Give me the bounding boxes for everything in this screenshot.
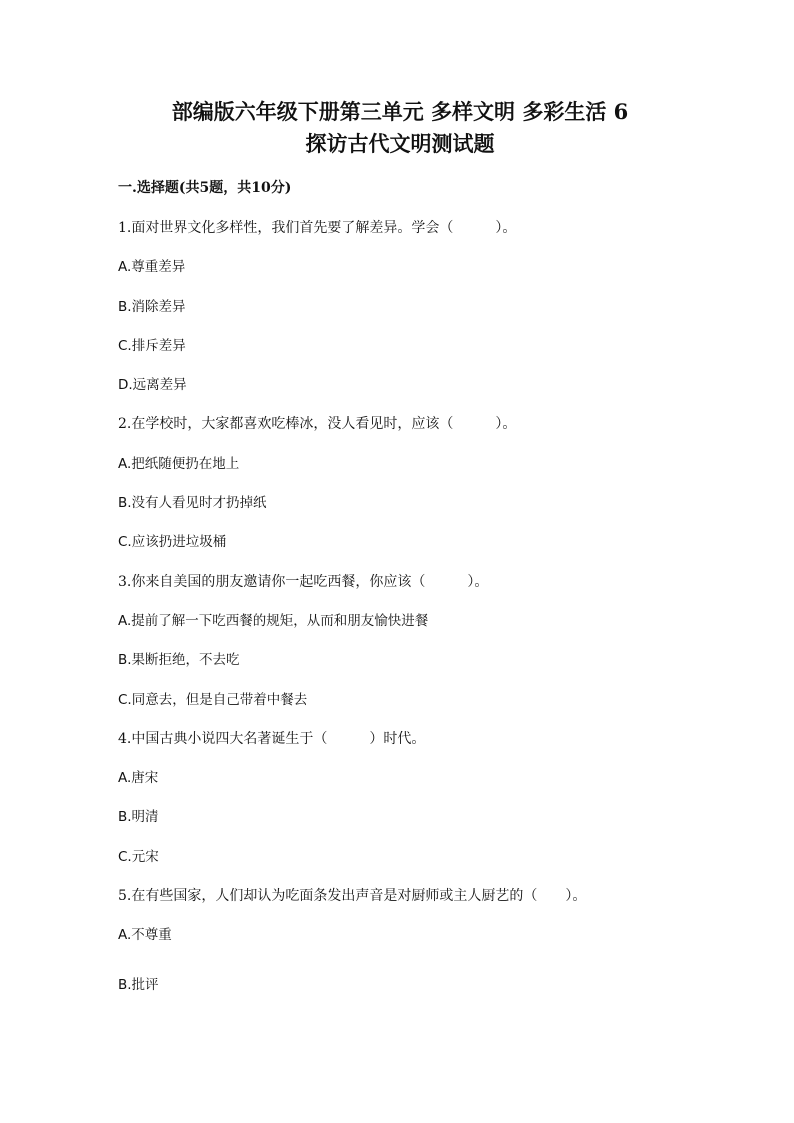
question-1-option-a: A.尊重差异 (118, 259, 186, 276)
question-1-stem: 1.面对世界文化多样性，我们首先要了解差异。学会（ ）。 (118, 220, 517, 236)
question-5-option-b: B.批评 (118, 976, 159, 993)
title-line-2: 探访古代文明测试题 (305, 131, 495, 156)
section-heading: 一.选择题(共5题，共10分) (118, 180, 292, 196)
question-1-option-c: C.排斥差异 (118, 337, 186, 354)
question-2-option-a: A.把纸随便扔在地上 (118, 455, 240, 472)
title-line-1: 部编版六年级下册第三单元 多样文明 多彩生活 6 (171, 99, 629, 124)
question-1-option-b: B.消除差异 (118, 298, 186, 315)
question-2-option-c: C.应该扔进垃圾桶 (118, 534, 227, 551)
question-2-stem: 2.在学校时，大家都喜欢吃棒冰，没人看见时，应该（ ）。 (118, 416, 517, 433)
question-4-stem: 4.中国古典小说四大名著诞生于（ ）时代。 (118, 730, 426, 747)
question-4-option-c: C.元宋 (118, 848, 159, 865)
question-5-stem: 5.在有些国家，人们却认为吃面条发出声音是对厨师或主人厨艺的（ ）。 (118, 888, 587, 905)
question-3-option-a: A.提前了解一下吃西餐的规矩，从而和朋友愉快进餐 (118, 612, 429, 629)
page-title (100, 96, 700, 160)
question-1-option-d: D.远离差异 (118, 377, 187, 394)
question-3-option-b: B.果断拒绝，不去吃 (118, 652, 240, 669)
question-list (118, 218, 718, 1014)
question-2-option-b: B.没有人看见时才扔掉纸 (118, 495, 267, 512)
question-4-option-a: A.唐宋 (118, 770, 159, 787)
question-3-option-c: C.同意去，但是自己带着中餐去 (118, 691, 308, 708)
question-5-option-a: A.不尊重 (118, 927, 172, 944)
question-4-option-b: B.明清 (118, 809, 159, 826)
question-3-stem: 3.你来自美国的朋友邀请你一起吃西餐，你应该（ ）。 (118, 573, 489, 590)
